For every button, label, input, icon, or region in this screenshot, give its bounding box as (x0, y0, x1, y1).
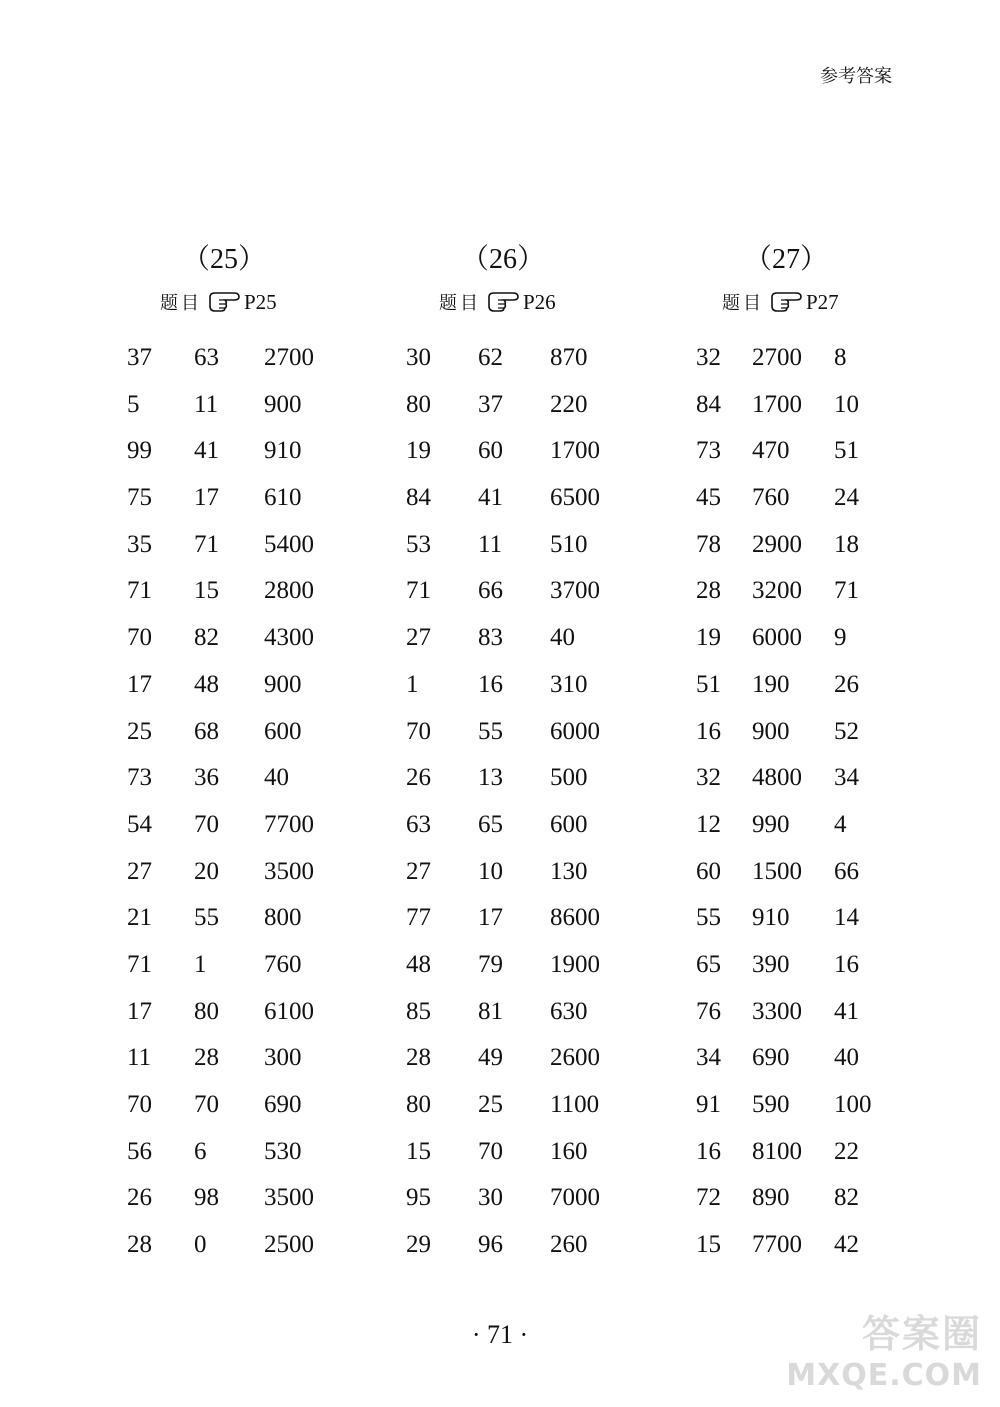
answer-row (406, 568, 706, 615)
page-number: · 71 · (471, 1320, 529, 1349)
answer-cell: 54 (127, 810, 152, 838)
answer-row (696, 989, 996, 1036)
answer-row (127, 755, 427, 802)
answer-cell: 76 (696, 997, 721, 1025)
answer-cell: 21 (127, 904, 152, 932)
answer-cell: 1 (406, 670, 419, 698)
section-reference (127, 284, 407, 320)
answer-cell: 600 (550, 810, 588, 838)
answer-cell: 98 (194, 1184, 219, 1212)
answer-cell: 16 (696, 1137, 721, 1165)
answer-cell: 29 (406, 1231, 431, 1259)
answer-cell: 130 (550, 857, 588, 885)
section-title: （25） (182, 244, 267, 275)
answer-cell: 12 (696, 810, 721, 838)
answer-row (406, 895, 706, 942)
answer-cell: 71 (834, 577, 859, 605)
answer-row (127, 895, 427, 942)
answer-cell: 15 (194, 577, 219, 605)
answer-cell: 5 (127, 390, 140, 418)
answer-cell: 66 (834, 857, 859, 885)
answer-cell: 71 (127, 577, 152, 605)
answer-cell: 82 (834, 1184, 859, 1212)
answer-row (406, 382, 706, 429)
pointing-hand-icon (487, 291, 521, 313)
answer-cell: 2700 (752, 344, 802, 371)
answer-cell: 9 (834, 624, 847, 652)
answer-cell: 530 (264, 1137, 302, 1165)
answer-cell: 28 (696, 577, 721, 605)
answer-cell: 15 (406, 1137, 431, 1165)
answer-row (696, 709, 996, 756)
answer-cell: 1 (194, 950, 207, 978)
answer-cell: 27 (406, 857, 431, 885)
answer-row (127, 615, 427, 662)
answer-cell: 41 (194, 437, 219, 465)
answer-row (406, 428, 706, 475)
answer-cell: 73 (696, 437, 721, 465)
answer-cell: 19 (696, 624, 721, 652)
header-label: 参考答案 (820, 66, 892, 87)
answer-cell: 260 (550, 1231, 588, 1259)
answer-row (406, 709, 706, 756)
answer-cell: 18 (834, 530, 859, 558)
answer-cell: 70 (478, 1137, 503, 1165)
answer-row (127, 802, 427, 849)
reference-label: 题目 (722, 293, 764, 314)
reference-page: P26 (523, 289, 556, 314)
answer-row (127, 1129, 427, 1176)
answer-cell: 8100 (752, 1137, 802, 1165)
answer-cell: 7700 (752, 1231, 802, 1259)
answer-cell: 470 (752, 437, 790, 465)
answer-cell: 37 (127, 344, 152, 371)
answer-cell: 510 (550, 530, 588, 558)
answer-row (406, 1035, 706, 1082)
answer-cell: 3300 (752, 997, 802, 1025)
answer-cell: 82 (194, 624, 219, 652)
answer-cell: 6000 (550, 717, 600, 745)
answer-cell: 22 (834, 1137, 859, 1165)
watermark-logo (782, 1303, 982, 1393)
answer-row (406, 475, 706, 522)
answer-cell: 73 (127, 764, 152, 792)
answer-row (127, 989, 427, 1036)
answer-cell: 910 (752, 904, 790, 932)
answer-row (127, 475, 427, 522)
answer-cell: 40 (834, 1044, 859, 1072)
answer-cell: 70 (127, 1091, 152, 1118)
answer-cell: 0 (194, 1231, 207, 1259)
answer-cell: 80 (406, 1091, 431, 1118)
answer-row (696, 428, 996, 475)
answer-row (127, 522, 427, 569)
answer-cell: 3500 (264, 1184, 314, 1212)
section-title: （26） (461, 244, 546, 275)
answer-row (696, 942, 996, 989)
answer-row (127, 709, 427, 756)
answer-row (406, 755, 706, 802)
answer-cell: 500 (550, 764, 588, 792)
answer-row (127, 382, 427, 429)
answer-cell: 70 (406, 717, 431, 745)
answer-cell: 80 (194, 997, 219, 1025)
watermark-line2: MXQE.COM (786, 1358, 982, 1393)
answer-cell: 10 (478, 857, 503, 885)
answer-cell: 32 (696, 344, 721, 371)
answer-cell: 800 (264, 904, 302, 932)
answer-cell: 11 (127, 1044, 152, 1072)
answer-cell: 34 (696, 1044, 721, 1072)
answer-cell: 35 (127, 530, 152, 558)
answer-row (696, 755, 996, 802)
answer-row (406, 1082, 706, 1129)
answer-cell: 45 (696, 484, 721, 512)
answer-cell: 72 (696, 1184, 721, 1212)
answer-cell: 1900 (550, 950, 600, 978)
section-reference (696, 284, 976, 320)
answer-row (696, 895, 996, 942)
answer-cell: 7000 (550, 1184, 600, 1212)
answer-row (696, 849, 996, 896)
answer-cell: 20 (194, 857, 219, 885)
answer-cell: 25 (478, 1091, 503, 1118)
answer-cell: 4800 (752, 764, 802, 792)
answer-row (406, 1222, 706, 1269)
answer-row (406, 522, 706, 569)
answer-cell: 11 (478, 530, 503, 558)
answer-cell: 3200 (752, 577, 802, 605)
answer-row (696, 1082, 996, 1129)
answer-cell: 2700 (264, 344, 314, 371)
answer-cell: 56 (127, 1137, 152, 1165)
answer-row (406, 849, 706, 896)
answer-row (406, 942, 706, 989)
answer-row (127, 1035, 427, 1082)
answer-cell: 80 (406, 390, 431, 418)
answer-cell: 99 (127, 437, 152, 465)
answer-cell: 79 (478, 950, 503, 978)
answer-cell: 28 (406, 1044, 431, 1072)
answer-row (127, 662, 427, 709)
answer-cell: 36 (194, 764, 219, 792)
answer-row (127, 428, 427, 475)
answer-cell: 600 (264, 717, 302, 745)
pointing-hand-icon (770, 291, 804, 313)
answer-cell: 84 (696, 390, 721, 418)
reference-page: P27 (806, 289, 839, 314)
answer-cell: 890 (752, 1184, 790, 1212)
answer-cell: 390 (752, 950, 790, 978)
answer-cell: 49 (478, 1044, 503, 1072)
answer-cell: 77 (406, 904, 431, 932)
answer-cell: 65 (696, 950, 721, 978)
answer-cell: 610 (264, 484, 302, 512)
answer-cell: 10 (834, 390, 859, 418)
answer-cell: 41 (834, 997, 859, 1025)
answer-row (127, 1175, 427, 1222)
answer-cell: 13 (478, 764, 503, 792)
answer-row (406, 1129, 706, 1176)
answer-cell: 760 (264, 950, 302, 978)
answer-cell: 70 (194, 810, 219, 838)
answer-row (127, 335, 427, 382)
answer-cell: 160 (550, 1137, 588, 1165)
answer-cell: 6 (194, 1137, 207, 1165)
answer-row (406, 1175, 706, 1222)
answer-cell: 17 (194, 484, 219, 512)
answer-cell: 15 (696, 1231, 721, 1259)
answer-cell: 60 (478, 437, 503, 465)
reference-label: 题目 (160, 293, 202, 314)
answer-cell: 84 (406, 484, 431, 512)
answer-cell: 51 (696, 670, 721, 698)
answer-row (696, 382, 996, 429)
answer-cell: 11 (194, 390, 219, 418)
answer-cell: 70 (194, 1091, 219, 1118)
answer-cell: 48 (194, 670, 219, 698)
answer-row (696, 662, 996, 709)
answer-cell: 2600 (550, 1044, 600, 1072)
answer-cell: 75 (127, 484, 152, 512)
answer-cell: 28 (127, 1231, 152, 1259)
reference-page: P25 (244, 289, 277, 314)
answer-cell: 48 (406, 950, 431, 978)
answer-cell: 17 (127, 997, 152, 1025)
answer-cell: 81 (478, 997, 503, 1025)
answer-section-25 (127, 240, 407, 1259)
answer-cell: 14 (834, 904, 859, 932)
answer-cell: 2500 (264, 1231, 314, 1259)
answer-cell: 53 (406, 530, 431, 558)
answer-cell: 71 (194, 530, 219, 558)
answer-cell: 26 (834, 670, 859, 698)
answer-row (406, 989, 706, 1036)
answer-cell: 900 (264, 390, 302, 418)
answer-cell: 91 (696, 1091, 721, 1118)
answer-row (696, 568, 996, 615)
answer-rows (696, 335, 996, 1269)
answer-cell: 83 (478, 624, 503, 652)
answer-row (406, 615, 706, 662)
answer-rows (127, 335, 427, 1269)
answer-cell: 78 (696, 530, 721, 558)
answer-cell: 42 (834, 1231, 859, 1259)
answer-cell: 7700 (264, 810, 314, 838)
answer-cell: 51 (834, 437, 859, 465)
answer-cell: 63 (194, 344, 219, 371)
answer-cell: 300 (264, 1044, 302, 1072)
answer-cell: 40 (550, 624, 575, 652)
answer-cell: 19 (406, 437, 431, 465)
answer-cell: 41 (478, 484, 503, 512)
answer-cell: 60 (696, 857, 721, 885)
answer-cell: 71 (127, 950, 152, 978)
answer-cell: 6100 (264, 997, 314, 1025)
answer-row (127, 1222, 427, 1269)
answer-row (696, 802, 996, 849)
answer-cell: 71 (406, 577, 431, 605)
answer-row (696, 1222, 996, 1269)
answer-cell: 27 (406, 624, 431, 652)
answer-cell: 37 (478, 390, 503, 418)
answer-row (696, 615, 996, 662)
answer-cell: 3700 (550, 577, 600, 605)
answer-cell: 1700 (550, 437, 600, 465)
reference-label: 题目 (439, 293, 481, 314)
answer-cell: 30 (478, 1184, 503, 1212)
answer-cell: 95 (406, 1184, 431, 1212)
answer-row (696, 335, 996, 382)
answer-cell: 16 (834, 950, 859, 978)
answer-cell: 2900 (752, 530, 802, 558)
answer-cell: 96 (478, 1231, 503, 1259)
answer-cell: 27 (127, 857, 152, 885)
answer-cell: 68 (194, 717, 219, 745)
answer-cell: 900 (752, 717, 790, 745)
answer-row (696, 1035, 996, 1082)
answer-section-26 (406, 240, 686, 1259)
answer-cell: 52 (834, 717, 859, 745)
answer-cell: 55 (194, 904, 219, 932)
answer-cell: 28 (194, 1044, 219, 1072)
answer-cell: 8600 (550, 904, 600, 932)
answer-cell: 190 (752, 670, 790, 698)
answer-cell: 310 (550, 670, 588, 698)
answer-row (696, 1175, 996, 1222)
answer-cell: 17 (478, 904, 503, 932)
answer-cell: 6500 (550, 484, 600, 512)
answer-cell: 8 (834, 344, 847, 371)
answer-cell: 55 (478, 717, 503, 745)
answer-cell: 66 (478, 577, 503, 605)
answer-row (406, 662, 706, 709)
answer-row (406, 802, 706, 849)
answer-cell: 24 (834, 484, 859, 512)
answer-row (696, 475, 996, 522)
answer-cell: 1500 (752, 857, 802, 885)
answer-cell: 760 (752, 484, 790, 512)
answer-row (696, 522, 996, 569)
answer-rows (406, 335, 706, 1269)
answer-cell: 1100 (550, 1091, 600, 1118)
answer-cell: 100 (834, 1091, 872, 1118)
section-title: （27） (744, 244, 829, 275)
answer-cell: 55 (696, 904, 721, 932)
answer-cell: 1700 (752, 390, 802, 418)
answer-cell: 26 (127, 1184, 152, 1212)
answer-cell: 25 (127, 717, 152, 745)
answer-row (127, 942, 427, 989)
answer-cell: 3500 (264, 857, 314, 885)
answer-cell: 16 (696, 717, 721, 745)
answer-cell: 910 (264, 437, 302, 465)
answer-cell: 32 (696, 764, 721, 792)
answer-cell: 5400 (264, 530, 314, 558)
watermark-line1: 答案圈 (861, 1312, 982, 1356)
answer-row (127, 849, 427, 896)
answer-cell: 30 (406, 344, 431, 371)
answer-cell: 26 (406, 764, 431, 792)
answer-cell: 34 (834, 764, 859, 792)
answer-cell: 690 (264, 1091, 302, 1118)
answer-cell: 70 (127, 624, 152, 652)
answer-cell: 590 (752, 1091, 790, 1118)
answer-cell: 4300 (264, 624, 314, 652)
answer-cell: 6000 (752, 624, 802, 652)
pointing-hand-icon (208, 291, 242, 313)
answer-cell: 220 (550, 390, 588, 418)
section-reference (406, 284, 686, 320)
answer-row (127, 1082, 427, 1129)
answer-row (127, 568, 427, 615)
answer-cell: 4 (834, 810, 847, 838)
answer-cell: 65 (478, 810, 503, 838)
answer-cell: 85 (406, 997, 431, 1025)
answer-cell: 16 (478, 670, 503, 698)
answer-cell: 900 (264, 670, 302, 698)
answer-section-27 (696, 240, 976, 1259)
answer-cell: 40 (264, 764, 289, 792)
answer-row (406, 335, 706, 382)
answer-cell: 690 (752, 1044, 790, 1072)
answer-cell: 63 (406, 810, 431, 838)
answer-cell: 990 (752, 810, 790, 838)
answer-row (696, 1129, 996, 1176)
answer-cell: 17 (127, 670, 152, 698)
answer-cell: 870 (550, 344, 588, 371)
answer-cell: 62 (478, 344, 503, 371)
answer-cell: 2800 (264, 577, 314, 605)
answer-cell: 630 (550, 997, 588, 1025)
